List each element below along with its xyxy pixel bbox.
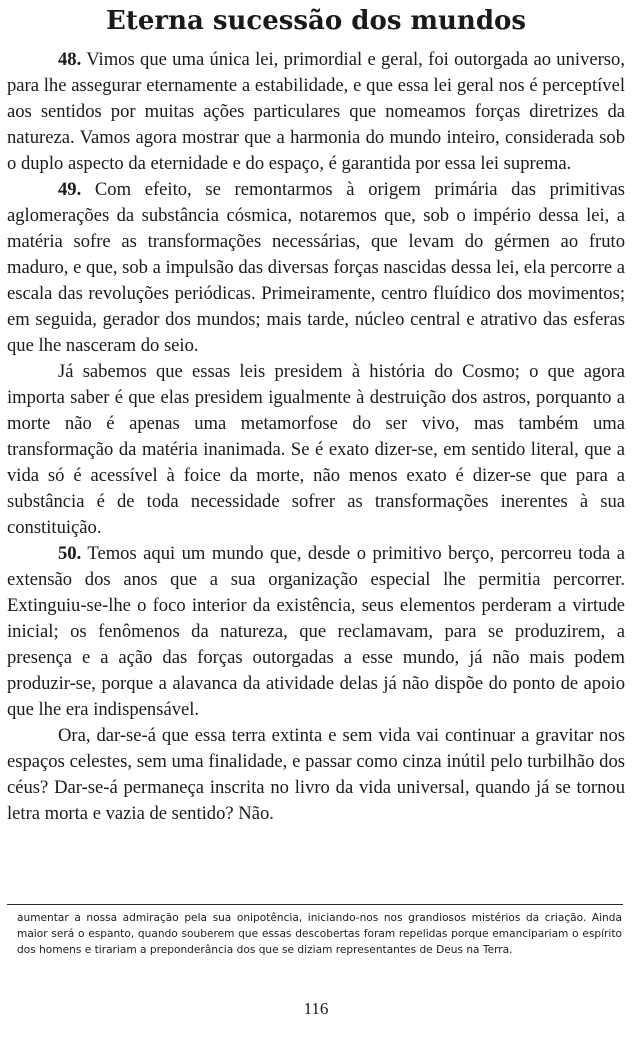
- paragraph-text: Com efeito, se remontarmos à origem primária das primitivas aglomerações da substância cósmica, notaremos que, sob o império dessa lei, a matéria sofre as transformações necessárias, que levam do gérmen ao fruto maduro, e que, sob a impulsão das diversas forças nascidas dessa lei, ela percorre a escala das revoluções periódicas. Primeiramente, centro fluídico dos movimentos; em seguida, gerador dos mundos; mais tarde, núcleo central e atrativo das esferas que lhe nasceram do seio.: [7, 179, 626, 356]
- page-number: 116: [303, 999, 329, 1018]
- paragraph-49-continued: [7, 359, 625, 541]
- footnote: aumentar a nossa admiração pela sua onipotência, iniciando-nos nos grandiosos mistérios da criação. Ainda maior será o espanto, quando souberem que essas descobertas foram repelidas porque emancipariam o espírito dos homens e tirariam a preponderância dos que se diziam representantes de Deus na Terra.: [17, 912, 622, 956]
- paragraph-text: Temos aqui um mundo que, desde o primitivo berço, percorreu toda a extensão dos anos que a sua organização especial lhe permitia percorrer. Extinguiu-se-lhe o foco interior da existência, seus elementos perderam a virtude inicial; os fenômenos da natureza, que reclamavam, para se produzirem, a presença e a ação das forças outorgadas a esse mundo, já não mais podem produzir-se, porque a alavanca da atividade delas já não dispõe do ponto de apoio que lhe era indispensável.: [7, 543, 625, 720]
- body-text: [7, 47, 625, 827]
- paragraph-number: 50.: [58, 543, 82, 564]
- paragraph-text: Ora, dar-se-á que essa terra extinta e sem vida vai continuar a gravitar nos espaços celestes, sem uma finalidade, e passar como cinza inútil pelo turbilhão dos céus? Dar-se-á permaneça inscrita no livro da vida universal, quando já se tornou letra morta e vazia de sentido? Não.: [7, 725, 625, 824]
- footnote-divider: [7, 904, 623, 905]
- paragraph-49: [7, 177, 625, 359]
- paragraph-50-continued: [7, 723, 625, 827]
- page-title: Eterna sucessão dos mundos: [106, 6, 526, 36]
- paragraph-50: [7, 541, 625, 723]
- paragraph-number: 49.: [58, 179, 82, 200]
- paragraph-48: [7, 47, 625, 177]
- paragraph-text: Vimos que uma única lei, primordial e geral, foi outorgada ao universo, para lhe assegurar eternamente a estabilidade, e que essa lei geral nos é perceptível aos sentidos por muitas ações particulares que nomeamos forças diretrizes da natureza. Vamos agora mostrar que a harmonia do mundo inteiro, considerada sob o duplo aspecto da eternidade e do espaço, é garantida por essa lei suprema.: [7, 49, 625, 174]
- paragraph-text: Já sabemos que essas leis presidem à história do Cosmo; o que agora importa saber é que elas presidem igualmente à destruição dos astros, porquanto a morte não é apenas uma metamorfose do ser vivo, mas também uma transformação da matéria inanimada. Se é exato dizer-se, em sentido literal, que a vida só é acessível à foice da morte, não menos exato é dizer-se que para a substância é de toda necessidade sofrer as transformações inerentes à sua constituição.: [7, 361, 625, 538]
- paragraph-number: 48.: [58, 49, 82, 70]
